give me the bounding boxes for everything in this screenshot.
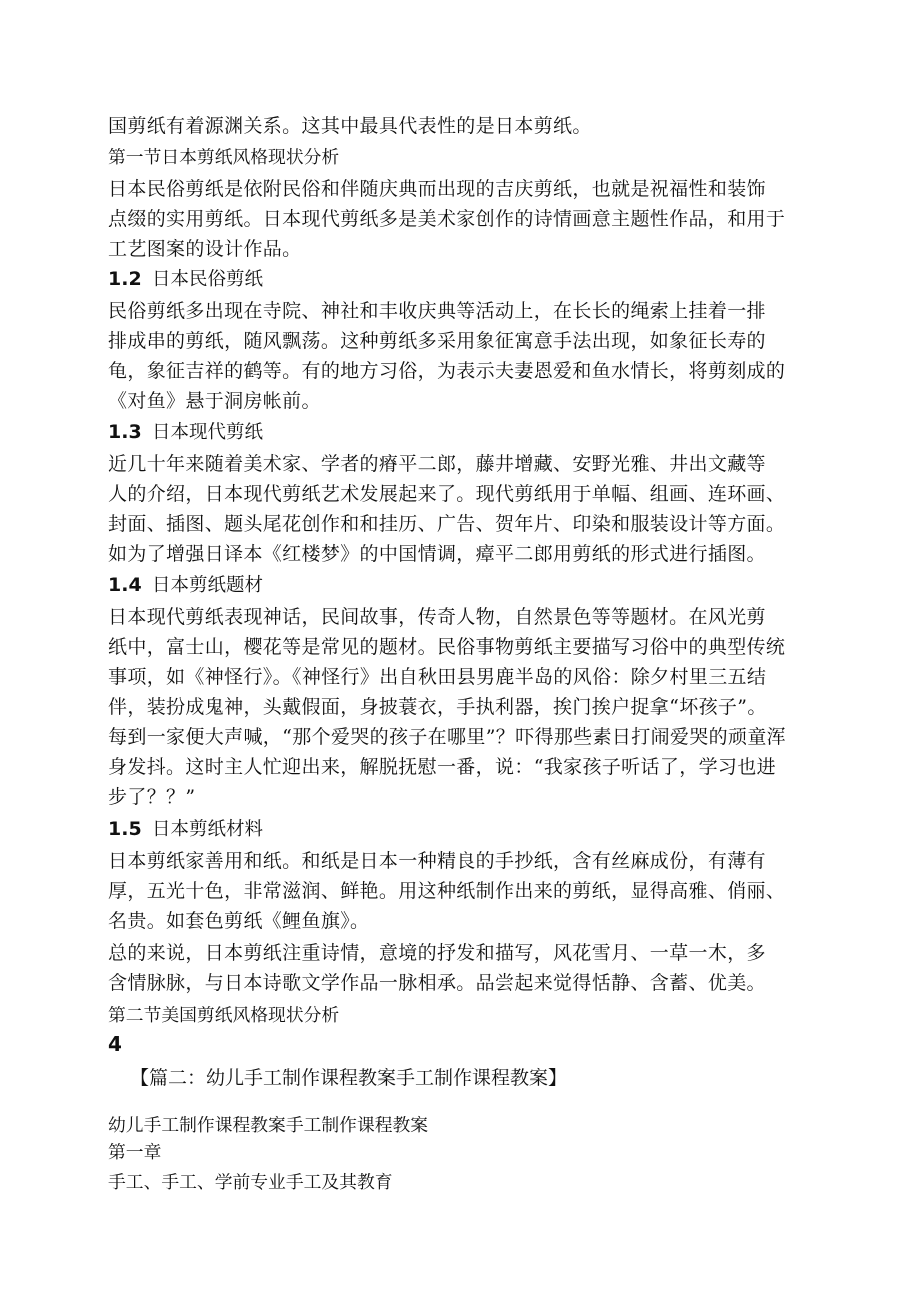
subsection-heading xyxy=(108,419,813,445)
subsection-title: 日本民俗剪纸 xyxy=(152,269,264,290)
text-line: 民俗剪纸多出现在寺院、神社和丰收庆典等活动上，在长长的绳索上挂着一排 xyxy=(108,300,766,322)
text-line: 身发抖。这时主人忙迎出来，解脱抚慰一番，说：“我家孩子听话了，学习也进 xyxy=(108,756,776,778)
text-line: 国剪纸有着源渊关系。这其中最具代表性的是日本剪纸。 xyxy=(108,115,592,137)
text-line: 厚，五光十色，非常滋润、鲜艳。用这种纸制作出来的剪纸，显得高雅、俏丽、 xyxy=(108,880,786,902)
subsection-heading xyxy=(108,816,813,842)
text-line: 每到一家便大声喊，“那个爱哭的孩子在哪里”？吓得那些素日打闹爱哭的顽童浑 xyxy=(108,726,787,748)
subsection-number: 1.2 xyxy=(108,268,142,290)
chapter-label: 第一章 xyxy=(108,1142,162,1163)
subsection-title: 日本剪纸材料 xyxy=(152,819,264,840)
subsection-number: 1.5 xyxy=(108,818,142,840)
text-line: 日本民俗剪纸是依附民俗和伴随庆典而出现的吉庆剪纸，也就是祝福性和装饰 xyxy=(108,178,766,200)
text-line: 封面、插图、题头尾花创作和和挂历、广告、贺年片、印染和服装设计等方面。 xyxy=(108,513,786,535)
text-line: 步了？？” xyxy=(108,786,196,808)
text-line: 纸中，富士山，樱花等是常见的题材。民俗事物剪纸主要描写习俗中的典型传统 xyxy=(108,636,786,658)
text-line: 点缀的实用剪纸。日本现代剪纸多是美术家创作的诗情画意主题性作品，和用于 xyxy=(108,208,786,230)
document-title: 幼儿手工制作课程教案手工制作课程教案 xyxy=(108,1115,429,1136)
section-heading: 第一节日本剪纸风格现状分析 xyxy=(108,147,340,168)
text-line: 近几十年来随着美术家、学者的瘠平二郎，藤井增藏、安野光雅、井出文藏等 xyxy=(108,453,766,475)
text-line: 人的介绍，日本现代剪纸艺术发展起来了。现代剪纸用于单幅、组画、连环画、 xyxy=(108,483,786,505)
subsection-title: 日本剪纸题材 xyxy=(152,575,264,596)
text-line: 排成串的剪纸，随风飘荡。这种剪纸多采用象征寓意手法出现，如象征长寿的 xyxy=(108,330,766,352)
text-line: 工艺图案的设计作品。 xyxy=(108,238,302,260)
text-line: 龟，象征吉祥的鹤等。有的地方习俗，为表示夫妻恩爱和鱼水情长，将剪刻成的 xyxy=(108,360,786,382)
text-line: 伴，装扮成鬼神，头戴假面，身披蓑衣，手执利器，挨门挨户捉拿“坏孩子”。 xyxy=(108,696,767,718)
text-line: 名贵。如套色剪纸《鲤鱼旗》。 xyxy=(108,910,370,932)
chapter-title: 手工、手工、学前专业手工及其教育 xyxy=(108,1172,393,1193)
text-line: 日本现代剪纸表现神话，民间故事，传奇人物，自然景色等等题材。在风光剪 xyxy=(108,606,766,628)
text-line: 《对鱼》悬于洞房帐前。 xyxy=(108,390,321,412)
subsection-number: 1.4 xyxy=(108,574,142,596)
subsection-heading xyxy=(108,572,813,598)
subsection-heading xyxy=(108,266,813,292)
page-number: 4 xyxy=(108,1032,122,1056)
text-line: 含情脉脉，与日本诗歌文学作品一脉相承。品尝起来觉得恬静、含蓄、优美。 xyxy=(108,972,766,994)
text-line: 如为了增强日译本《红楼梦》的中国情调，瘴平二郎用剪纸的形式进行插图。 xyxy=(108,543,766,565)
article-title: 【篇二：幼儿手工制作课程教案手工制作课程教案】 xyxy=(130,1067,568,1089)
subsection-number: 1.3 xyxy=(108,421,142,443)
text-line: 日本剪纸家善用和纸。和纸是日本一种精良的手抄纸，含有丝麻成份，有薄有 xyxy=(108,850,766,872)
text-line: 总的来说，日本剪纸注重诗情，意境的抒发和描写，风花雪月、一草一木，多 xyxy=(108,942,766,964)
text-line: 事项，如《神怪行》。《神怪行》出自秋田县男鹿半岛的风俗：除夕村里三五结 xyxy=(108,666,767,688)
subsection-title: 日本现代剪纸 xyxy=(152,422,264,443)
section-heading: 第二节美国剪纸风格现状分析 xyxy=(108,1005,340,1026)
